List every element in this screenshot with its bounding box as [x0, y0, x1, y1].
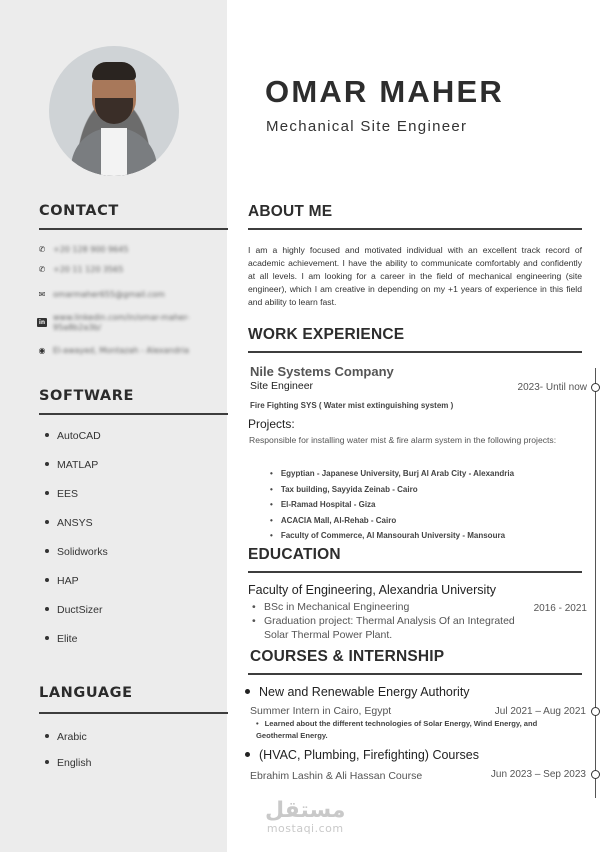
watermark [265, 800, 345, 835]
course-subtitle: Summer Intern in Cairo, Egypt [250, 705, 392, 717]
project-item: • El-Ramad Hospital - Giza [270, 497, 514, 513]
contact-phone-2: ✆ +20 11 120 3565 [38, 265, 124, 274]
project-item: • Faculty of Commerce, Al Mansourah University - Mansoura [270, 528, 514, 544]
location-icon: ◉ [38, 346, 46, 355]
work-heading: WORK EXPERIENCE [248, 326, 405, 343]
work-date: 2023- Until now [517, 382, 587, 393]
divider [248, 673, 582, 675]
projects-heading: Projects: [248, 417, 295, 431]
software-item: AutoCAD [45, 430, 101, 442]
course-title: New and Renewable Energy Authority [245, 685, 470, 699]
graduation-project-cont: Solar Thermal Power Plant. [264, 629, 393, 641]
project-item: • ACACIA Mall, Al-Rehab - Cairo [270, 513, 514, 529]
education-heading: EDUCATION [248, 546, 341, 563]
job-title: Mechanical Site Engineer [266, 118, 468, 135]
software-item: Elite [45, 633, 77, 645]
divider [248, 571, 582, 573]
graduation-project: Graduation project: Thermal Analysis Of an Integrated [264, 615, 515, 627]
school-name: Faculty of Engineering, Alexandria University [248, 583, 497, 597]
linkedin-icon: in [38, 319, 46, 326]
software-item: Solidworks [45, 546, 108, 558]
profile-photo [49, 46, 179, 176]
timeline-line [595, 368, 596, 798]
project-item: • Tax building, Sayyida Zeinab - Cairo [270, 482, 514, 498]
course-date: Jun 2023 – Sep 2023 [490, 769, 586, 780]
contact-linkedin[interactable]: in www.linkedin.com/in/omar-maher-95a8b2a3b/ [38, 313, 190, 332]
phone-icon: ✆ [38, 265, 46, 274]
course-title: (HVAC, Plumbing, Firefighting) Courses [245, 748, 479, 762]
company-name: Nile Systems Company [250, 364, 394, 379]
role-title: Site Engineer [250, 380, 314, 392]
system-name: Fire Fighting SYS ( Water mist extinguishing system ) [250, 401, 454, 410]
software-item: ANSYS [45, 517, 93, 529]
education-date: 2016 - 2021 [533, 603, 587, 614]
divider [248, 351, 582, 353]
software-item: EES [45, 488, 78, 500]
divider [248, 228, 582, 230]
watermark-arabic: مستقل [265, 798, 346, 823]
language-item: English [45, 757, 91, 769]
about-text: I am a highly focused and motivated individual with an excellent track record of academic achievement. I have the ability to communicate comfortably and confidently at all levels. I am looking for a career in the field of mechanical engineering (site engineer), which I am creative in depending on my +1 years of experience in this field and ability to learn fast. [248, 245, 582, 307]
watermark-latin: mostaqi.com [266, 822, 344, 835]
phone-icon: ✆ [38, 245, 46, 254]
software-heading: SOFTWARE [39, 388, 135, 404]
candidate-name: OMAR MAHER [265, 74, 504, 109]
timeline-dot [591, 770, 600, 779]
contact-phone-1: ✆ +20 128 900 9645 [38, 245, 129, 254]
project-list [270, 466, 514, 544]
contact-heading: CONTACT [39, 203, 119, 219]
courses-heading: COURSES & INTERNSHIP [250, 648, 445, 665]
course-subtitle: Ebrahim Lashin & Ali Hassan Course [250, 770, 423, 782]
divider [39, 712, 228, 714]
language-heading: LANGUAGE [39, 685, 133, 701]
divider [39, 413, 228, 415]
contact-email[interactable]: ✉ omarmaher655@gmail.com [38, 290, 165, 299]
software-item: DuctSizer [45, 604, 103, 616]
education-details: • BSc in Mechanical Engineering • Graduation project: Thermal Analysis Of an Integrated Solar Thermal Power Plant. [252, 601, 515, 641]
project-item: • Egyptian - Japanese University, Burj Al Arab City - Alexandria [270, 466, 514, 482]
timeline-dot [591, 707, 600, 716]
divider [39, 228, 228, 230]
sidebar [0, 0, 227, 852]
course-note: • Learned about the different technologies of Solar Energy, Wind Energy, and Geothermal Energy. [256, 719, 538, 740]
course-date: Jul 2021 – Aug 2021 [494, 706, 586, 717]
degree: BSc in Mechanical Engineering [264, 601, 410, 613]
software-item: HAP [45, 575, 79, 587]
projects-description: Responsible for installing water mist & fire alarm system in the following projects: [249, 435, 557, 445]
contact-location: ◉ El-awayed, Montazah - Alexandria [38, 346, 190, 355]
about-heading: ABOUT ME [248, 203, 333, 220]
timeline-dot [591, 383, 600, 392]
software-item: MATLAP [45, 459, 98, 471]
language-item: Arabic [45, 731, 87, 743]
email-icon: ✉ [38, 290, 46, 299]
